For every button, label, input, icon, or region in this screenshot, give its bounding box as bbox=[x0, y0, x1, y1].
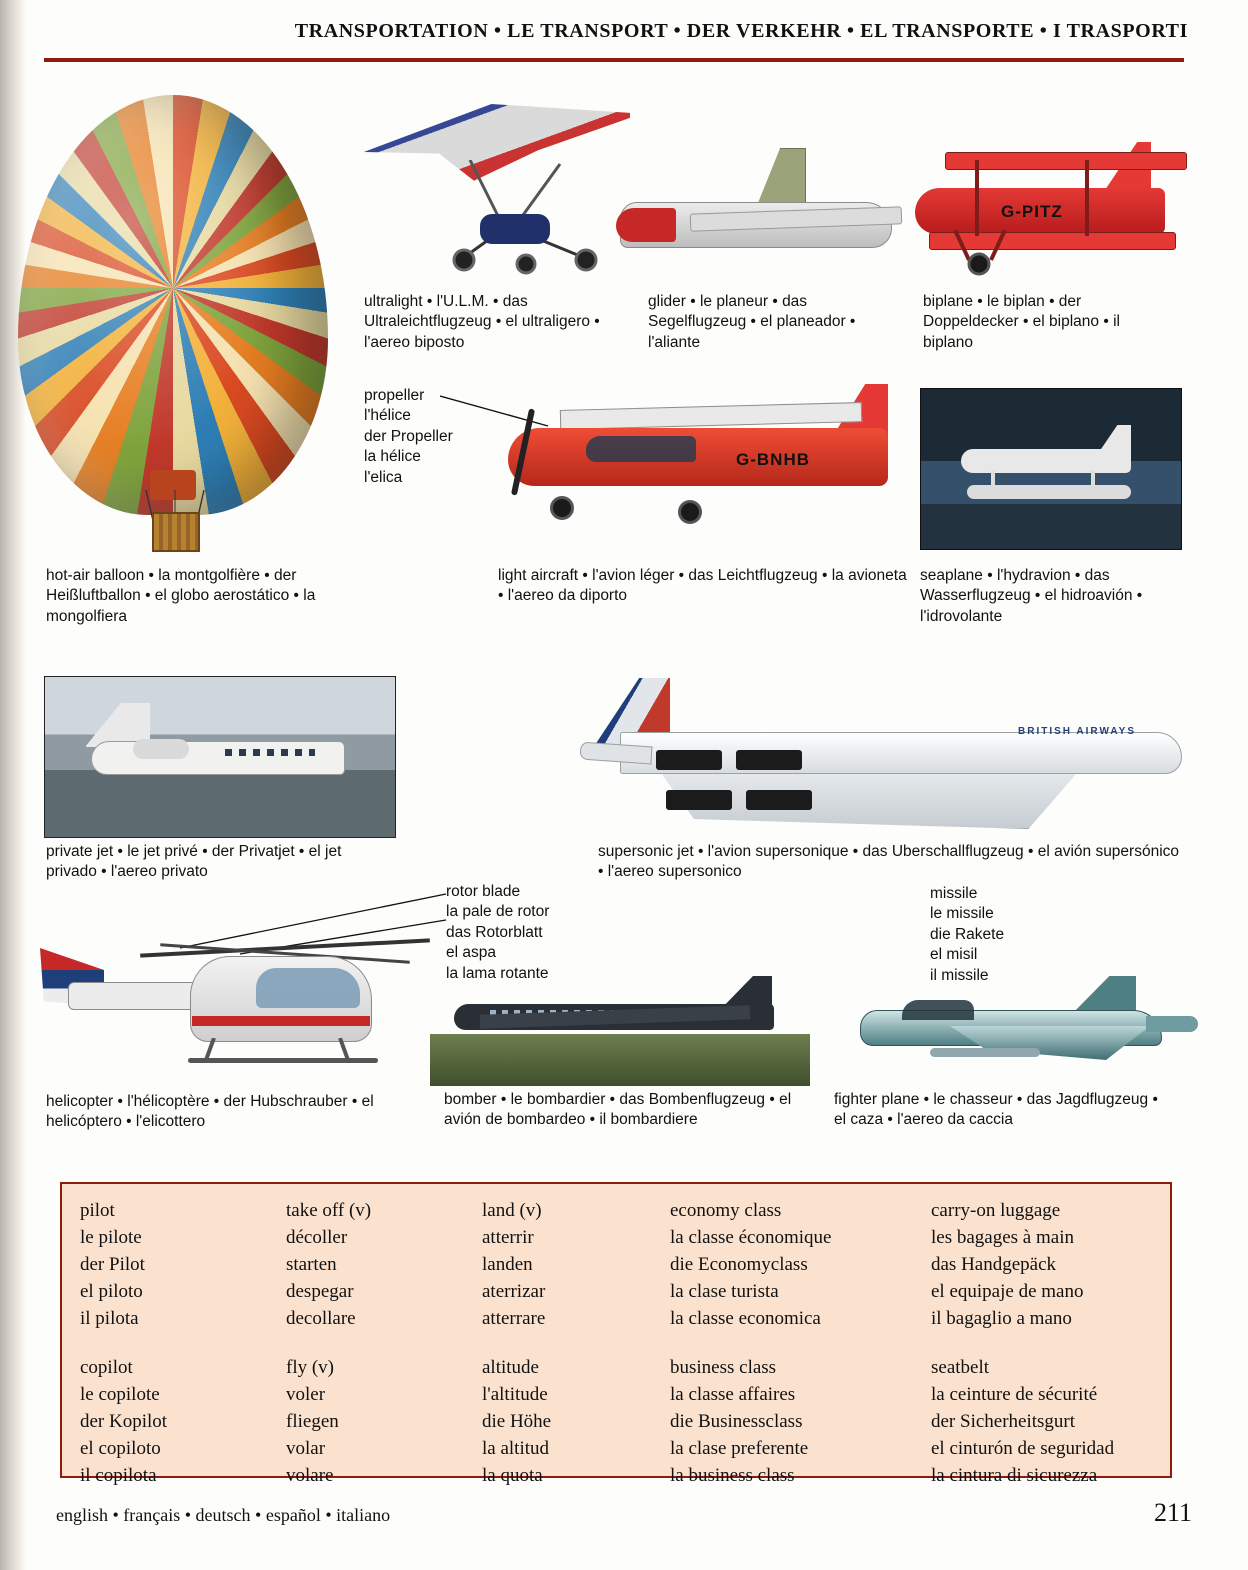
vocab-entry-carry-on-luggage bbox=[931, 1198, 1191, 1333]
vocab-term-it: il pilota bbox=[80, 1307, 139, 1329]
vocab-term-es: despegar bbox=[286, 1280, 354, 1302]
figure-private-jet bbox=[44, 676, 396, 838]
light-aircraft-fuselage bbox=[508, 428, 888, 486]
supersonic-jet-engine-rear-right bbox=[746, 790, 812, 810]
vocab-term-fr: la ceinture de sécurité bbox=[931, 1383, 1098, 1405]
vocab-term-it: volare bbox=[286, 1464, 334, 1486]
vocab-entry-altitude bbox=[482, 1355, 664, 1490]
supersonic-jet-engine-rear-left bbox=[666, 790, 732, 810]
helicopter-skid-struts bbox=[190, 1038, 380, 1064]
caption-fighter-plane: fighter plane • le chasseur • das Jagdflugzeug • el caza • l'aereo da caccia bbox=[834, 1091, 1158, 1129]
vocab-term-fr: voler bbox=[286, 1383, 326, 1405]
figure-fighter-plane bbox=[830, 960, 1200, 1090]
vocabulary-grid bbox=[80, 1198, 1152, 1490]
vocab-term-es: la altitud bbox=[482, 1437, 550, 1459]
seaplane-fuselage bbox=[961, 449, 1131, 473]
callout-missile-line-2: die Rakete bbox=[930, 925, 1005, 943]
vocab-term-it: la classe economica bbox=[670, 1307, 821, 1329]
vocab-term-en: fly (v) bbox=[286, 1356, 335, 1378]
vocab-term-de: landen bbox=[482, 1253, 533, 1275]
footer-languages: english • français • deutsch • español • italiano bbox=[56, 1505, 391, 1525]
biplane-registration: G-PITZ bbox=[1001, 202, 1063, 221]
light-aircraft-canopy bbox=[586, 436, 696, 462]
vocab-term-de: der Sicherheitsgurt bbox=[931, 1410, 1076, 1432]
private-jet-engine bbox=[133, 739, 189, 759]
supersonic-jet-nose bbox=[579, 742, 652, 765]
callout-propeller-line-1: l'hélice bbox=[364, 407, 411, 425]
callout-missile-line-3: el misil bbox=[930, 946, 978, 964]
vocab-term-es: la clase preferente bbox=[670, 1437, 809, 1459]
vocab-entry-pilot bbox=[80, 1198, 280, 1333]
balloon-basket bbox=[152, 512, 200, 552]
figure-supersonic-jet bbox=[560, 672, 1200, 852]
vocab-term-it: la business class bbox=[670, 1464, 795, 1486]
vocab-term-de: der Pilot bbox=[80, 1253, 145, 1275]
vocab-term-de: die Höhe bbox=[482, 1410, 552, 1432]
figure-helicopter bbox=[20, 930, 420, 1110]
caption-hot-air-balloon: hot-air balloon • la montgolfière • der Heißluftballon • el globo aerostático • la mongolfiera bbox=[46, 567, 316, 625]
light-aircraft-registration: G-BNHB bbox=[736, 450, 810, 469]
vocab-entry-economy-class bbox=[670, 1198, 925, 1333]
figure-glider bbox=[610, 140, 910, 270]
vocab-term-en: seatbelt bbox=[931, 1356, 990, 1378]
caption-biplane: biplane • le biplan • der Doppeldecker • el biplano • il biplano bbox=[923, 293, 1120, 351]
fighter-nose bbox=[1146, 1016, 1198, 1032]
biplane-strut-left bbox=[975, 160, 979, 236]
vocab-entry-seatbelt bbox=[931, 1355, 1191, 1490]
vocab-term-it: il copilota bbox=[80, 1464, 157, 1486]
vocab-term-es: la clase turista bbox=[670, 1280, 779, 1302]
callout-propeller-line-4: l'elica bbox=[364, 468, 403, 486]
vocab-term-de: das Handgepäck bbox=[931, 1253, 1057, 1275]
vocab-entry-copilot bbox=[80, 1355, 280, 1490]
vocab-term-de: die Businessclass bbox=[670, 1410, 803, 1432]
vocab-entry-business-class bbox=[670, 1355, 925, 1490]
caption-ultralight: ultralight • l'U.L.M. • das Ultraleichtflugzeug • el ultraligero • l'aereo biposto bbox=[364, 293, 600, 351]
caption-bomber: bomber • le bombardier • das Bombenflugzeug • el avión de bombardeo • il bombardiere bbox=[444, 1091, 792, 1129]
callout-propeller-line-0: propeller bbox=[364, 387, 425, 404]
vocab-term-es: aterrizar bbox=[482, 1280, 546, 1302]
bomber-ground bbox=[430, 1034, 810, 1086]
missile bbox=[930, 1048, 1040, 1057]
caption-seaplane: seaplane • l'hydravion • das Wasserflugzeug • el hidroavión • l'idrovolante bbox=[920, 567, 1143, 625]
header-rule bbox=[44, 58, 1184, 62]
vocab-term-en: copilot bbox=[80, 1356, 133, 1378]
callout-rotor-blade-line-0: rotor blade bbox=[446, 883, 521, 900]
vocab-term-es: el equipaje de mano bbox=[931, 1280, 1084, 1302]
vocab-term-en: pilot bbox=[80, 1200, 115, 1221]
seaplane-float bbox=[967, 485, 1131, 499]
vocab-term-it: la quota bbox=[482, 1464, 543, 1486]
vocab-term-fr: le copilote bbox=[80, 1383, 160, 1405]
vocab-term-de: die Economyclass bbox=[670, 1253, 808, 1275]
vocab-term-it: atterrare bbox=[482, 1307, 546, 1329]
callout-propeller-line-2: der Propeller bbox=[364, 427, 453, 445]
supersonic-jet-engine-left bbox=[656, 750, 722, 770]
vocabulary-box bbox=[60, 1182, 1172, 1486]
helicopter-stripe bbox=[192, 1016, 370, 1026]
vocab-term-fr: le pilote bbox=[80, 1226, 142, 1248]
private-jet-fuselage bbox=[91, 741, 345, 775]
callout-missile-line-4: il missile bbox=[930, 966, 989, 984]
figure-ultralight bbox=[340, 90, 630, 285]
vocab-entry-fly bbox=[286, 1355, 476, 1490]
vocab-entry-land bbox=[482, 1198, 664, 1333]
light-aircraft-wheel-rear bbox=[678, 500, 702, 524]
balloon-envelope bbox=[18, 95, 328, 515]
supersonic-jet-livery-text: BRITISH AIRWAYS bbox=[1018, 726, 1136, 737]
figure-hot-air-balloon bbox=[0, 80, 340, 560]
callout-rotor-blade-line-3: el aspa bbox=[446, 944, 496, 962]
callout-missile-line-0: missile bbox=[930, 885, 978, 902]
vocab-term-en: take off (v) bbox=[286, 1200, 372, 1221]
biplane-strut-right bbox=[1085, 160, 1089, 236]
page-number: 211 bbox=[1153, 1498, 1192, 1527]
page-header: TRANSPORTATION • LE TRANSPORT • DER VERKEHR • EL TRANSPORTE • I TRASPORTI bbox=[294, 20, 1188, 42]
figure-light-aircraft bbox=[490, 370, 910, 560]
vocab-term-fr: la classe affaires bbox=[670, 1383, 796, 1405]
caption-helicopter: helicopter • l'hélicoptère • der Hubschrauber • el helicóptero • l'elicottero bbox=[46, 1093, 374, 1131]
callout-rotor-blade bbox=[446, 882, 616, 984]
vocab-term-de: der Kopilot bbox=[80, 1410, 168, 1432]
figure-bomber bbox=[430, 970, 810, 1090]
supersonic-jet-engine-right bbox=[736, 750, 802, 770]
light-aircraft-wing bbox=[560, 402, 862, 430]
callout-rotor-blade-line-1: la pale de rotor bbox=[446, 903, 550, 921]
vocab-term-en: carry-on luggage bbox=[931, 1200, 1061, 1221]
vocab-entry-take-off bbox=[286, 1198, 476, 1333]
vocab-term-fr: l'altitude bbox=[482, 1383, 548, 1405]
figure-biplane bbox=[905, 130, 1195, 280]
figure-seaplane bbox=[920, 388, 1182, 550]
vocab-term-es: volar bbox=[286, 1437, 326, 1459]
vocab-term-it: la cintura di sicurezza bbox=[931, 1464, 1098, 1486]
ultralight-frame bbox=[440, 160, 620, 280]
callout-propeller-line-3: la hélice bbox=[364, 448, 421, 466]
callout-rotor-blade-line-4: la lama rotante bbox=[446, 964, 549, 982]
vocab-term-de: starten bbox=[286, 1253, 337, 1275]
vocab-term-en: business class bbox=[670, 1356, 777, 1378]
vocab-term-es: el piloto bbox=[80, 1280, 143, 1302]
vocab-term-fr: décoller bbox=[286, 1226, 348, 1248]
vocab-term-en: altitude bbox=[482, 1356, 539, 1378]
caption-private-jet: private jet • le jet privé • der Privatjet • el jet privado • l'aereo privato bbox=[46, 843, 342, 881]
caption-glider: glider • le planeur • das Segelflugzeug • el planeador • l'aliante bbox=[648, 293, 856, 351]
glider-nose bbox=[616, 208, 676, 242]
callout-rotor-blade-line-2: das Rotorblatt bbox=[446, 923, 543, 941]
private-jet-windows bbox=[225, 749, 315, 756]
vocab-term-es: el cinturón de seguridad bbox=[931, 1437, 1115, 1459]
vocab-term-es: el copiloto bbox=[80, 1437, 161, 1459]
biplane-landing-gear bbox=[935, 230, 1055, 276]
callout-missile-line-1: le missile bbox=[930, 905, 994, 923]
vocab-term-fr: les bagages à main bbox=[931, 1226, 1074, 1248]
caption-supersonic-jet: supersonic jet • l'avion supersonique • das Uberschallflugzeug • el avión supersónico • l'aereo supersonico bbox=[598, 843, 1180, 881]
caption-light-aircraft: light aircraft • l'avion léger • das Leichtflugzeug • la avioneta • l'aereo da diporto bbox=[498, 567, 907, 605]
helicopter-windshield bbox=[256, 968, 360, 1008]
light-aircraft-wheel-front bbox=[550, 496, 574, 520]
vocab-term-it: decollare bbox=[286, 1307, 356, 1329]
fighter-canopy bbox=[902, 1000, 974, 1020]
vocab-term-en: land (v) bbox=[482, 1200, 542, 1221]
vocab-term-fr: la classe économique bbox=[670, 1226, 832, 1248]
vocab-term-fr: atterrir bbox=[482, 1226, 534, 1248]
biplane-upper-wing bbox=[945, 152, 1187, 170]
vocab-term-it: il bagaglio a mano bbox=[931, 1307, 1072, 1329]
vocab-term-en: economy class bbox=[670, 1200, 782, 1221]
vocab-term-de: fliegen bbox=[286, 1410, 339, 1432]
